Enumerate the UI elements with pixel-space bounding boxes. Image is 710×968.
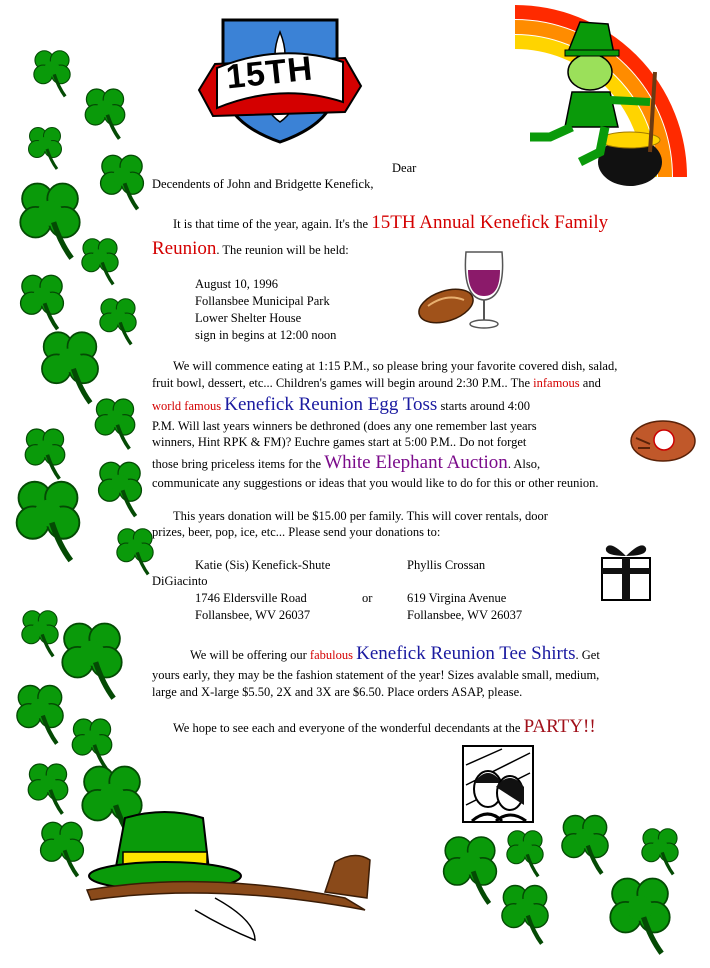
shamrock-icon xyxy=(112,798,113,799)
intro-lead: It is that time of the year, again. It's the xyxy=(173,217,369,231)
para4-lead: We will be offering our xyxy=(190,648,307,662)
para2-line-1: We will commence eating at 1:15 P.M., so please bring your favorite covered dish, salad, xyxy=(173,359,618,373)
intro-highlight: 15TH Annual Kenefick Family xyxy=(371,212,609,233)
egg-toss-time: starts around 4:00 xyxy=(440,399,531,413)
shamrock-icon xyxy=(115,420,116,421)
shamrock-icon xyxy=(70,362,71,363)
contact-b-address: 619 Virgina Avenue xyxy=(407,591,507,605)
shamrock-icon xyxy=(45,145,46,146)
shamrock-icon xyxy=(585,840,586,841)
shamrock-icon xyxy=(122,178,123,179)
bread-and-wine-icon xyxy=(418,248,508,330)
hat-and-pipe-icon xyxy=(85,810,425,945)
tee-shirts-title: Kenefick Reunion Tee Shirts xyxy=(356,643,576,664)
contact-b-name: Phyllis Crossan xyxy=(407,558,486,572)
party-exclaim: !! xyxy=(583,716,596,737)
contact-a-city: Follansbee, WV 26037 xyxy=(195,608,311,622)
closing-lead: We hope to see each and everyone of the wonderful decendants at the xyxy=(173,721,521,735)
intro-tail: . The reunion will be held: xyxy=(216,243,349,257)
shamrock-icon xyxy=(92,655,93,656)
shamrock-icon xyxy=(640,910,641,911)
para4-line-2: yours early, they may be the fashion statement of the year! Sizes avalable small, medium, xyxy=(152,668,600,682)
shamrock-icon xyxy=(40,630,41,631)
para4-line-1 xyxy=(190,643,600,666)
shamrock-icon xyxy=(660,848,661,849)
couple-portrait-icon xyxy=(462,745,534,823)
shamrock-icon xyxy=(52,70,53,71)
badge-text: 15TH xyxy=(224,49,315,97)
para2-line-6-tail: . Also, xyxy=(507,457,541,471)
para2-line-3 xyxy=(152,394,530,417)
event-signin: sign in begins at 12:00 noon xyxy=(195,328,337,342)
shamrock-icon xyxy=(48,515,49,516)
para2-line-7: communicate any suggestions or ideas that you would like to do for this or other reunion. xyxy=(152,476,599,490)
closing-line xyxy=(173,716,596,739)
infamous-text: infamous xyxy=(533,376,580,390)
salutation-dear: Dear xyxy=(392,161,417,175)
shamrock-icon xyxy=(62,845,63,846)
intro-highlight-2: Reunion xyxy=(152,238,217,259)
para4-line-3: large and X-large $5.50, 2X and 3X are $6.50. Place orders ASAP, please. xyxy=(152,685,523,699)
intro-line-1 xyxy=(173,212,608,235)
salutation-line: Decendents of John and Bridgette Kenefick, xyxy=(152,177,374,191)
party-text: PARTY xyxy=(523,716,583,737)
event-park: Follansbee Municipal Park xyxy=(195,294,330,308)
gift-box-icon xyxy=(600,540,652,602)
para4-tail: . Get xyxy=(575,648,600,662)
leprechaun-icon xyxy=(510,12,700,187)
para2-line-2-text: fruit bowl, dessert, etc... Children's games will begin around 2:30 P.M.. The xyxy=(152,376,531,390)
shamrock-icon xyxy=(42,298,43,299)
shamrock-icon xyxy=(105,110,106,111)
shamrock-icon xyxy=(100,258,101,259)
shamrock-icon xyxy=(40,710,41,711)
intro-line-2 xyxy=(152,238,349,261)
para2-line-6 xyxy=(152,452,540,475)
white-elephant-title: White Elephant Auction xyxy=(324,452,508,473)
contact-a-name: Katie (Sis) Kenefick-Shute xyxy=(195,558,331,572)
shamrock-icon xyxy=(120,485,121,486)
contact-a-address: 1746 Eldersville Road xyxy=(195,591,307,605)
contact-or: or xyxy=(362,591,373,605)
para2-line-6-text: those bring priceless items for the xyxy=(152,457,322,471)
para2-line-5: winners, Hint RPK & FM)? Euchre games start at 5:00 P.M.. Do not forget xyxy=(152,435,527,449)
shamrock-icon xyxy=(135,548,136,549)
para2-line-4: P.M. Will last years winners be dethroned (does any one remember last years xyxy=(152,419,537,433)
event-house: Lower Shelter House xyxy=(195,311,302,325)
para2-line-2 xyxy=(152,375,601,391)
shamrock-icon xyxy=(525,910,526,911)
shamrock-icon xyxy=(50,215,51,216)
para3-line-1: This years donation will be $15.00 per family. This will cover rentals, door xyxy=(173,509,548,523)
contact-b-city: Follansbee, WV 26037 xyxy=(407,608,523,622)
contact-a-name-2: DiGiacinto xyxy=(152,574,208,588)
fabulous-text: fabulous xyxy=(309,648,353,662)
shamrock-icon xyxy=(48,785,49,786)
shamrock-icon xyxy=(470,865,471,866)
event-date: August 10, 1996 xyxy=(195,277,278,291)
shamrock-icon xyxy=(45,450,46,451)
shamrock-icon xyxy=(118,318,119,319)
shamrock-icon xyxy=(92,740,93,741)
shamrock-icon xyxy=(525,850,526,851)
world-famous-text: world famous xyxy=(152,399,222,413)
para2-line-2-and: and xyxy=(582,376,601,390)
para3-line-2: prizes, beer, pop, ice, etc... Please send your donations to: xyxy=(152,525,441,539)
egg-toss-title: Kenefick Reunion Egg Toss xyxy=(224,394,438,415)
baseball-glove-icon xyxy=(630,418,696,464)
